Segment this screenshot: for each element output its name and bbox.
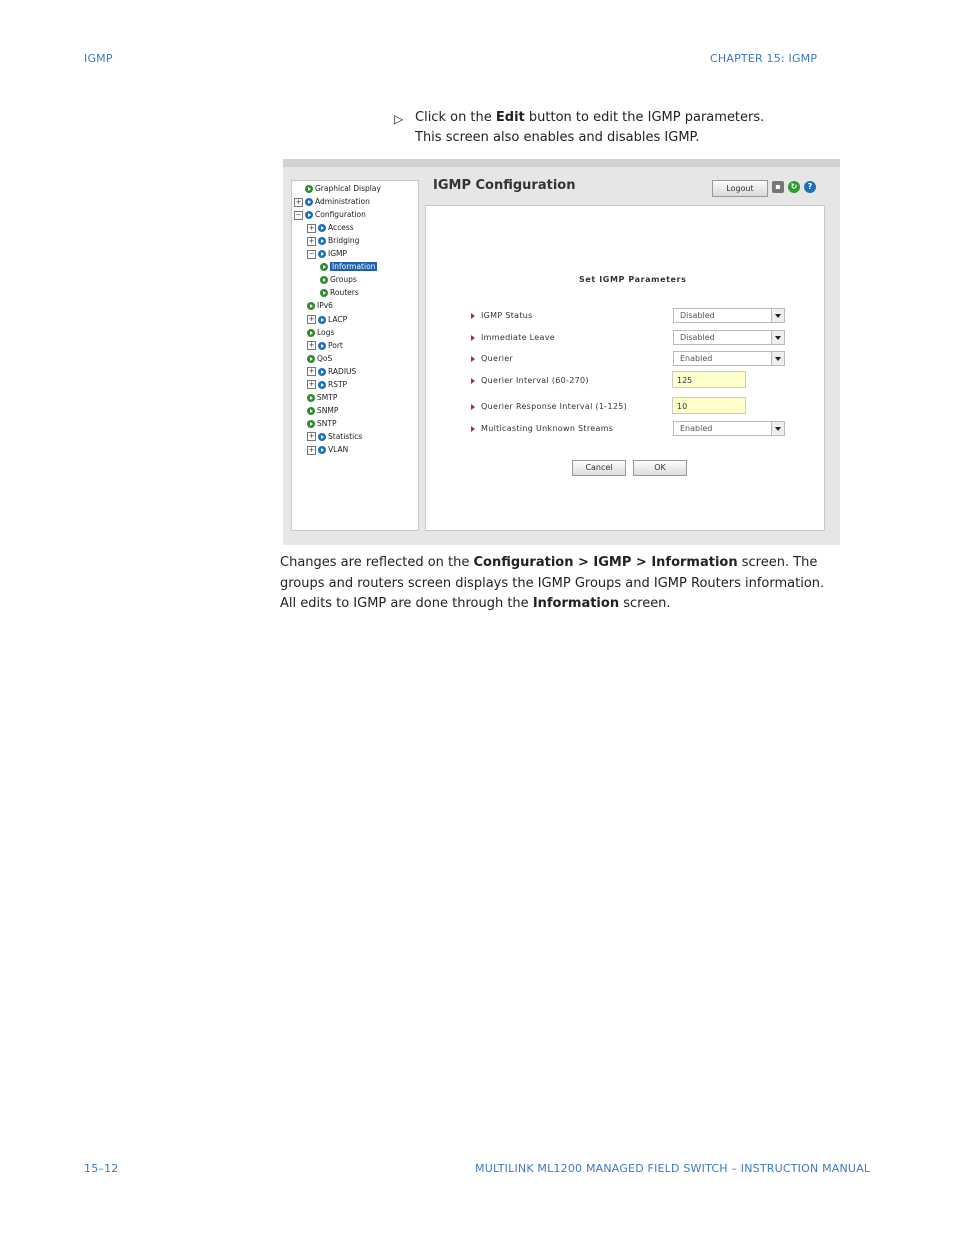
node-bullet-icon bbox=[307, 420, 315, 428]
step-arrow-icon: ▷ bbox=[394, 112, 404, 126]
tree-item[interactable] bbox=[307, 249, 347, 259]
footer-page-number: 15–12 bbox=[84, 1162, 119, 1175]
tree-item-label: QoS bbox=[317, 353, 333, 363]
node-bullet-icon bbox=[318, 237, 326, 245]
tree-item[interactable] bbox=[307, 354, 332, 364]
multicasting-select[interactable]: Enabled bbox=[673, 421, 785, 436]
step-text-2: button to edit the IGMP parameters. bbox=[524, 110, 765, 125]
node-bullet-icon bbox=[318, 250, 326, 258]
node-bullet-icon bbox=[307, 394, 315, 402]
node-bullet-icon bbox=[320, 289, 328, 297]
expand-icon[interactable]: + bbox=[308, 315, 315, 323]
node-bullet-icon bbox=[305, 185, 313, 193]
tree-item-label: SMTP bbox=[317, 392, 338, 402]
tree-item[interactable] bbox=[307, 367, 356, 377]
igmp-status-label: IGMP Status bbox=[471, 311, 533, 320]
bullet-arrow-icon bbox=[471, 426, 475, 432]
tree-item-label: Bridging bbox=[328, 236, 360, 246]
tree-item[interactable] bbox=[307, 236, 359, 246]
expand-icon[interactable]: + bbox=[308, 432, 315, 441]
bullet-arrow-icon bbox=[471, 404, 475, 410]
tree-item[interactable] bbox=[307, 393, 337, 403]
para-text-2: screen. The groups and routers screen displays the IGMP Groups and IGMP Routers information. All edits to IGMP are done through the bbox=[280, 555, 825, 611]
expand-icon[interactable]: + bbox=[308, 445, 315, 454]
tree-item-label: Access bbox=[328, 223, 354, 233]
chevron-down-icon[interactable] bbox=[771, 352, 784, 365]
node-bullet-icon bbox=[318, 433, 326, 441]
node-bullet-icon bbox=[318, 368, 326, 376]
page-title: IGMP Configuration bbox=[433, 178, 576, 193]
igmp-config-screenshot bbox=[283, 159, 840, 545]
tree-item-label: Routers bbox=[330, 288, 359, 298]
tree-item-label: Port bbox=[328, 340, 343, 350]
tree-item-label: Groups bbox=[330, 275, 357, 285]
tree-item[interactable] bbox=[307, 341, 343, 351]
title-bar bbox=[425, 171, 825, 205]
tree-item-label: Graphical Display bbox=[315, 184, 381, 193]
bullet-arrow-icon bbox=[471, 356, 475, 362]
expand-icon[interactable]: + bbox=[308, 380, 315, 389]
chevron-down-icon[interactable] bbox=[771, 309, 784, 322]
header-chapter: CHAPTER 15: IGMP bbox=[710, 52, 818, 65]
querier-label: Querier bbox=[471, 354, 513, 363]
tree-item[interactable] bbox=[307, 432, 362, 442]
node-bullet-icon bbox=[307, 407, 315, 415]
expand-icon[interactable]: + bbox=[295, 197, 302, 206]
chevron-down-icon[interactable] bbox=[771, 422, 784, 435]
collapse-icon[interactable]: − bbox=[295, 210, 302, 219]
expand-icon[interactable]: + bbox=[308, 223, 315, 232]
tree-item[interactable] bbox=[320, 262, 377, 272]
save-icon[interactable]: ▪ bbox=[772, 181, 784, 193]
help-icon[interactable]: ? bbox=[804, 181, 816, 193]
para-bold-1: Configuration > IGMP > Information bbox=[473, 555, 738, 570]
tree-item-label: Logs bbox=[317, 327, 335, 337]
footer-manual-title: MULTILINK ML1200 MANAGED FIELD SWITCH – INSTRUCTION MANUAL bbox=[475, 1162, 871, 1175]
header-section: IGMP bbox=[84, 52, 113, 65]
body-paragraph bbox=[280, 553, 842, 615]
para-bold-2: Information bbox=[532, 596, 620, 611]
node-bullet-icon bbox=[307, 329, 315, 337]
node-bullet-icon bbox=[318, 381, 326, 389]
step-bold: Edit bbox=[495, 110, 525, 125]
tree-item[interactable] bbox=[320, 275, 357, 285]
node-bullet-icon bbox=[320, 263, 328, 271]
multicasting-label: Multicasting Unknown Streams bbox=[471, 424, 613, 433]
igmp-status-select[interactable]: Disabled bbox=[673, 308, 785, 323]
querier-response-label: Querier Response Interval (1-125) bbox=[471, 402, 627, 411]
tree-item-label: Administration bbox=[315, 197, 370, 207]
tree-item[interactable] bbox=[307, 406, 338, 416]
tree-item[interactable] bbox=[307, 328, 334, 338]
node-bullet-icon bbox=[320, 276, 328, 284]
expand-icon[interactable]: + bbox=[308, 341, 315, 350]
para-text-1: Changes are reflected on the bbox=[280, 555, 474, 570]
config-panel bbox=[425, 205, 825, 531]
tree-item-label: RSTP bbox=[328, 379, 348, 389]
querier-interval-input[interactable]: 125 bbox=[672, 371, 746, 388]
tree-item-label: SNTP bbox=[317, 418, 337, 428]
node-bullet-icon bbox=[305, 211, 313, 219]
node-bullet-icon bbox=[318, 316, 326, 324]
tree-item-label: Information bbox=[332, 262, 376, 272]
node-bullet-icon bbox=[307, 355, 315, 363]
node-bullet-icon bbox=[307, 302, 315, 310]
step-line-2: This screen also enables and disables IGMP. bbox=[415, 130, 700, 145]
querier-interval-label: Querier Interval (60-270) bbox=[471, 376, 589, 385]
immediate-leave-label: Immediate Leave bbox=[471, 333, 555, 342]
node-bullet-icon bbox=[318, 342, 326, 350]
tree-item-label: RADIUS bbox=[328, 366, 357, 376]
bullet-arrow-icon bbox=[471, 313, 475, 319]
step-text: Click on the bbox=[415, 110, 496, 125]
ok-button[interactable]: OK bbox=[633, 460, 687, 476]
querier-select[interactable]: Enabled bbox=[673, 351, 785, 366]
tree-item[interactable] bbox=[305, 184, 381, 194]
tree-item[interactable] bbox=[307, 301, 333, 311]
tree-item[interactable] bbox=[307, 419, 336, 429]
collapse-icon[interactable]: − bbox=[308, 249, 315, 258]
tree-item-label: VLAN bbox=[328, 445, 349, 454]
cancel-button[interactable]: Cancel bbox=[572, 460, 626, 476]
node-bullet-icon bbox=[305, 198, 313, 206]
tree-item-label: LACP bbox=[328, 314, 348, 324]
node-bullet-icon bbox=[318, 224, 326, 232]
tree-item-label: Configuration bbox=[315, 210, 366, 220]
tree-item-label: Statistics bbox=[328, 431, 363, 441]
expand-icon[interactable]: + bbox=[308, 367, 315, 376]
node-bullet-icon bbox=[318, 446, 326, 454]
tree-item[interactable] bbox=[307, 315, 347, 325]
querier-response-input[interactable]: 10 bbox=[672, 397, 746, 414]
tree-item-label: IPv6 bbox=[317, 301, 333, 311]
tree-item-label: SNMP bbox=[317, 405, 339, 415]
tree-item[interactable] bbox=[320, 288, 359, 298]
tree-item-label: IGMP bbox=[328, 249, 348, 259]
bullet-arrow-icon bbox=[471, 378, 475, 384]
section-title: Set IGMP Parameters bbox=[579, 275, 687, 284]
bullet-arrow-icon bbox=[471, 335, 475, 341]
window-top-bar bbox=[283, 159, 840, 167]
expand-icon[interactable]: + bbox=[308, 236, 315, 245]
tree-item[interactable] bbox=[307, 223, 354, 233]
navigation-tree bbox=[291, 180, 419, 531]
para-text-3: screen. bbox=[619, 596, 671, 611]
immediate-leave-select[interactable]: Disabled bbox=[673, 330, 785, 345]
tree-item[interactable] bbox=[294, 210, 366, 220]
tree-item[interactable] bbox=[307, 380, 347, 390]
chevron-down-icon[interactable] bbox=[771, 331, 784, 344]
refresh-icon[interactable]: ↻ bbox=[788, 181, 800, 193]
logout-button[interactable]: Logout bbox=[712, 180, 768, 197]
tree-item[interactable] bbox=[307, 445, 348, 455]
tree-item[interactable] bbox=[294, 197, 370, 207]
